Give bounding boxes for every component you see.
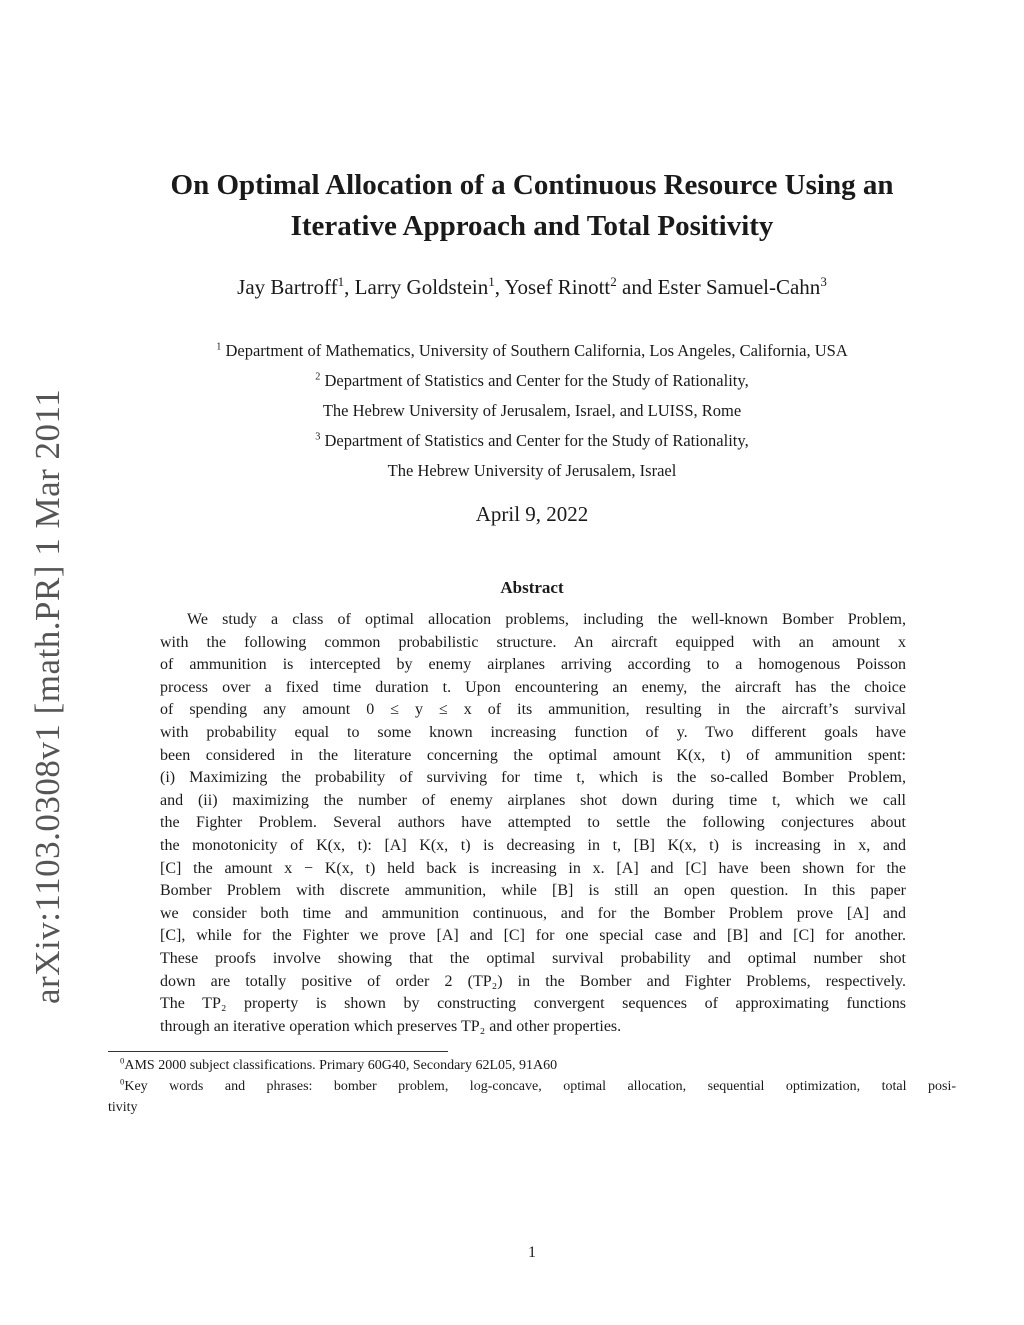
affiliation-mark: 1 [488,274,495,289]
footnote-text: Key words and phrases: bomber problem, log-concave, optimal allocation, sequential optimization, total posi- [124,1079,956,1094]
affiliation-mark: 3 [820,274,827,289]
affiliation-mark: 1 [337,274,345,289]
abstract-line: These proofs involve showing that the optimal survival probability and optimal number shot [160,949,906,967]
abstract-line: we consider both time and ammunition continuous, and for the Bomber Problem prove [A] and [160,904,906,922]
footnote-text: AMS 2000 subject classifications. Primary 60G40, Secondary 62L05, 91A60 [124,1058,558,1073]
title-line-1: On Optimal Allocation of a Continuous Resource Using an [170,169,894,201]
abstract-line: process over a fixed time duration t. Upon encountering an enemy, the aircraft has the choice [160,678,906,696]
footnotes [108,1055,956,1118]
arxiv-identifier-stamp: arXiv:1103.0308v1 [math.PR] 1 Mar 2011 [28,388,67,1004]
paper-title [100,165,964,247]
footnote-keywords-continued: tivity [108,1100,138,1115]
abstract-line: the Fighter Problem. Several authors have attempted to settle the following conjectures about [160,814,906,832]
abstract-line: The TP₂ property is shown by constructing convergent sequences of approximating functions [160,995,906,1013]
footnote-msc [108,1055,956,1076]
abstract-line: of ammunition is intercepted by enemy airplanes arriving according to a homogenous Poisson [160,656,906,674]
paper-date: April 9, 2022 [475,502,589,526]
affiliation-line [100,366,964,396]
abstract-line: down are totally positive of order 2 (TP₂) in the Bomber and Fighter Problems, respectively. [160,972,906,990]
abstract-line: through an iterative operation which preserves TP₂ and other properties. [160,1017,622,1035]
author-name: Jay Bartroff [237,275,338,299]
affiliations [100,336,964,486]
footnote-keywords [108,1076,956,1097]
abstract-line: and (ii) maximizing the number of enemy airplanes shot down during time t, which we call [160,791,906,809]
abstract-heading: Abstract [500,578,564,597]
affiliation-line [100,396,964,426]
abstract-line: We study a class of optimal allocation problems, including the well-known Bomber Problem, [187,611,906,628]
affiliation-text: The Hebrew University of Jerusalem, Israel, and LUISS, Rome [322,401,742,420]
footnote-mark: 0 [120,1076,125,1087]
affiliation-text: Department of Statistics and Center for the Study of Rationality, [320,431,749,450]
author-name: , Yosef Rinott [494,275,611,299]
abstract-line: Bomber Problem with discrete ammunition, while [B] is still an open question. In this paper [160,882,906,900]
author-name: and Ester Samuel-Cahn [616,275,821,299]
footnote-divider [108,1051,448,1052]
affiliation-line [100,456,964,486]
affiliation-mark: 2 [610,274,617,289]
abstract-line: the monotonicity of K(x, t): [A] K(x, t) is decreasing in t, [B] K(x, t) is increasing in x, and [160,836,906,854]
affiliation-text: Department of Mathematics, University of Southern California, Los Angeles, California, USA [221,341,848,360]
abstract-line: with the following common probabilistic structure. An aircraft equipped with an amount x [160,633,906,651]
affiliation-mark: 3 [315,431,321,443]
affiliation-mark: 1 [216,341,222,353]
abstract-line: of spending any amount 0 ≤ y ≤ x of its ammunition, resulting in the aircraft’s survival [160,701,906,719]
affiliation-mark: 2 [315,371,321,383]
title-line-2: Iterative Approach and Total Positivity [290,210,774,242]
abstract-line: (i) Maximizing the probability of surviving for time t, which is the so-called Bomber Problem, [160,769,906,787]
affiliation-line [100,426,964,456]
affiliation-line [100,336,964,366]
page-number: 1 [528,1244,536,1261]
affiliation-text: Department of Statistics and Center for the Study of Rationality, [320,371,749,390]
author-list [100,273,964,301]
footnote-mark: 0 [120,1055,125,1066]
author-name: , Larry Goldstein [344,275,489,299]
abstract-line: with probability equal to some known increasing function of y. Two different goals have [160,723,906,741]
abstract-body [160,609,906,1038]
abstract-line: been considered in the literature concerning the optimal amount K(x, t) of ammunition spent: [160,746,906,764]
abstract-line: [C] the amount x − K(x, t) held back is increasing in x. [A] and [C] have been shown for the [160,859,906,877]
abstract-line: [C], while for the Fighter we prove [A] and [C] for one special case and [B] and [C] for another. [160,927,906,945]
affiliation-text: The Hebrew University of Jerusalem, Israel [387,461,677,480]
